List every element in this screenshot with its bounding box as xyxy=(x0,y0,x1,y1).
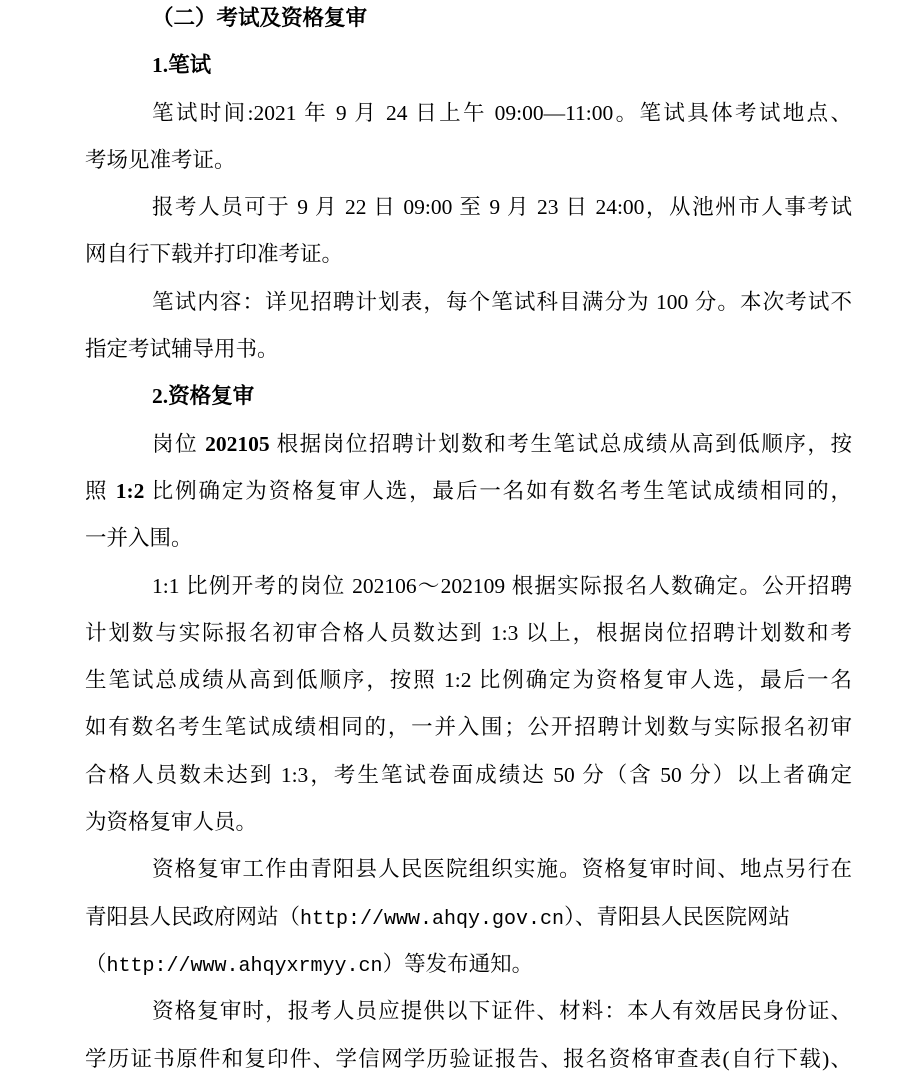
text-line xyxy=(85,137,852,184)
body-text: 如有数名考生笔试成绩相同的，一并入围；公开招聘计划数与实际报名初审 xyxy=(85,715,852,740)
body-text: 网自行下载并打印准考证。 xyxy=(85,242,344,267)
body-text: 学历证书原件和复印件、学信网学历验证报告、报名资格审查表(自行下载)、 xyxy=(85,1046,852,1071)
text-line xyxy=(85,752,852,799)
document-body xyxy=(85,0,852,1076)
body-text: 比例确定为资格复审人选，最后一名如有数名考生笔试成绩相同的， xyxy=(144,478,852,503)
heading-or-bold-text: 202105 xyxy=(205,431,270,456)
text-line xyxy=(85,657,852,704)
body-text: 青阳县人民政府网站（ xyxy=(85,904,301,929)
text-line xyxy=(85,515,852,562)
text-line xyxy=(85,704,852,751)
body-text: 生笔试总成绩从高到低顺序，按照 1:2 比例确定为资格复审人选，最后一名 xyxy=(85,668,852,693)
text-line xyxy=(85,799,852,846)
text-line xyxy=(85,231,852,278)
body-text: 根据岗位招聘计划数和考生笔试总成绩从高到低顺序，按 xyxy=(269,431,852,456)
text-line xyxy=(85,941,852,988)
body-text: 笔试时间:2021 年 9 月 24 日上午 09:00—11:00。笔试具体考试地点、 xyxy=(152,100,852,125)
text-line xyxy=(85,894,852,941)
body-text: ）等发布通知。 xyxy=(382,951,534,976)
text-line xyxy=(85,279,852,326)
heading-or-bold-text: 2.资格复审 xyxy=(152,384,255,409)
text-line xyxy=(85,184,852,231)
body-text: 岗位 xyxy=(152,431,206,456)
text-line xyxy=(85,421,852,468)
body-text: 笔试内容：详见招聘计划表，每个笔试科目满分为 100 分。本次考试不 xyxy=(152,289,852,314)
text-line xyxy=(85,846,852,893)
url-text: http://www.ahqyxrmyy.cn xyxy=(106,954,383,978)
text-line xyxy=(85,1036,852,1076)
text-line xyxy=(85,326,852,373)
body-text: 1:1 比例开考的岗位 202106～202109 根据实际报名人数确定。公开招聘 xyxy=(152,573,852,598)
text-line xyxy=(85,610,852,657)
url-text: http://www.ahqy.gov.cn xyxy=(300,907,565,931)
heading-or-bold-text: 1:2 xyxy=(115,478,145,503)
text-line xyxy=(85,90,852,137)
heading-or-bold-text: 1.笔试 xyxy=(152,53,212,78)
body-text: 考场见准考证。 xyxy=(85,147,236,172)
body-text: 一并入围。 xyxy=(85,526,193,551)
body-text: （ xyxy=(85,951,107,976)
body-text: 合格人员数未达到 1:3，考生笔试卷面成绩达 50 分（含 50 分）以上者确定 xyxy=(85,762,852,787)
body-text: 为资格复审人员。 xyxy=(85,810,258,835)
text-line xyxy=(85,0,852,42)
body-text: 资格复审工作由青阳县人民医院组织实施。资格复审时间、地点另行在 xyxy=(152,857,852,882)
text-line xyxy=(85,42,852,89)
body-text: 照 xyxy=(85,478,116,503)
body-text: 资格复审时，报考人员应提供以下证件、材料：本人有效居民身份证、 xyxy=(152,999,852,1024)
body-text: 报考人员可于 9 月 22 日 09:00 至 9 月 23 日 24:00，从池州市人事考试 xyxy=(152,195,852,220)
text-line xyxy=(85,988,852,1035)
text-line xyxy=(85,563,852,610)
body-text: 指定考试辅导用书。 xyxy=(85,337,279,362)
text-line xyxy=(85,468,852,515)
text-line xyxy=(85,373,852,420)
heading-or-bold-text: （二）考试及资格复审 xyxy=(152,6,368,30)
body-text: 计划数与实际报名初审合格人员数达到 1:3 以上，根据岗位招聘计划数和考 xyxy=(85,620,852,645)
body-text: ）、青阳县人民医院网站 xyxy=(564,904,790,929)
